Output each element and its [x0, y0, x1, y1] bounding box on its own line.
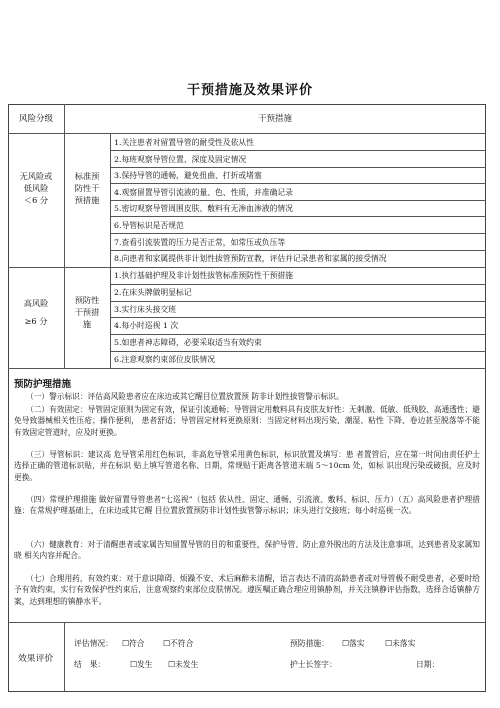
header-divider: [8, 133, 486, 134]
category-column-divider: [110, 134, 111, 368]
section-divider: [8, 267, 486, 268]
not-implemented-checkbox[interactable]: ☐未落实: [385, 639, 416, 648]
measure-item: 1.执行基础护理及非计划性拔管标准预防性干预措施: [114, 271, 293, 280]
implemented-checkbox[interactable]: ☐落实: [342, 639, 365, 648]
assessment-label: 评估情况：: [74, 639, 113, 648]
evaluation-label: 效果评价: [18, 654, 54, 664]
level-line: 高风险: [23, 298, 49, 308]
evaluation-label-divider: [64, 622, 65, 692]
category-line: 预措施: [74, 195, 100, 205]
row-separator: [110, 351, 486, 352]
row-separator: [110, 334, 486, 335]
date-label: 日期：: [416, 660, 440, 669]
level-line: ＜6 分: [23, 195, 49, 205]
row-separator: [110, 200, 486, 201]
row-separator: [110, 250, 486, 251]
row-separator: [110, 317, 486, 318]
prevention-paragraph: （六）健康教育：对于清醒患者或家属告知留置导管的目的和重要性，保护导管、防止意外脱出的方法及注意事项，达到患者及家属知晓 相关内容并配合。: [14, 540, 480, 561]
measure-item: 3.实行床头接交班: [114, 305, 177, 314]
page-title: 干预措施及效果评价: [186, 83, 313, 98]
measure-item: 8.向患者和家属提供非计划性拔管预防宣教，评估并记录患者和家属的接受情况: [114, 254, 387, 263]
prevention-paragraph: （二）有效固定：导管固定原则为固定有效，保证引流通畅；导管固定用敷料具有皮肤友好性：无刺激、低敏、低残胶、高通透性；避免导致器械相关性压疮；操作便利， 患者舒适；导管固定材料更换原则：当固定材料出现污染、潮湿、粘性 下降、卷边甚至脱落等不能有效固定管道时，应及时更换。: [14, 405, 480, 437]
level-line: 低风险: [23, 183, 49, 193]
category-line: 预防性: [74, 295, 100, 305]
prevention-paragraph: （三）导管标识：建议高 危导管采用红色标识，非高危导管采用黄色标识，标识放置及填写：患 者置管后，应在第一时间由责任护士选择正确的管道标识贴，并在标识 贴上填写管道名称、日期，常规贴于距离各管道末端 5～10cm 处，如标 识出现污染或破损，应及时更换。: [14, 450, 480, 482]
high-risk-level: [8, 297, 64, 327]
row-separator: [110, 284, 486, 285]
measure-item: 1.关注患者对留置导管的耐受性及依从性: [114, 138, 254, 147]
row-separator: [110, 216, 486, 217]
measure-item: 6.导管标识是否规范: [114, 221, 184, 230]
prevention-title: 预防护理措施: [14, 379, 72, 390]
no-risk-category: [64, 170, 110, 206]
measure-item: 2.每班观察导管位置、深度及固定情况: [114, 155, 247, 164]
head-nurse-signature-label: 护士长签字：: [290, 660, 337, 669]
level-line: ≥6 分: [24, 316, 48, 326]
high-risk-category: [64, 294, 110, 330]
measure-item: 4.观察留置导管引流液的量、色、性质，并准确记录: [114, 188, 293, 197]
row-separator: [110, 167, 486, 168]
category-line: 标准预: [74, 171, 100, 181]
measure-item: 5.如患者神志障碍，必要采取适当有效约束: [114, 338, 262, 347]
prevention-paragraph: （一）警示标识：评估高风险患者应在床边或其它醒目位置放置预 防非计划性拔管警示标识。: [26, 392, 344, 401]
table-divider: [8, 368, 486, 369]
row-separator: [110, 233, 486, 234]
category-line: 干预措: [74, 307, 100, 317]
category-line: 施: [82, 319, 92, 329]
measure-item: 2.在床头牌做明显标记: [114, 288, 192, 297]
result-label: 结 果：: [74, 660, 106, 669]
occurred-checkbox[interactable]: ☐发生: [130, 660, 153, 669]
measure-item: 6.注意观察约束部位皮肤情况: [114, 355, 216, 364]
measure-item: 3.保持导管的通畅，避免扭曲、打折或堵塞: [114, 171, 262, 180]
prevention-status-label: 预防措施：: [290, 639, 329, 648]
measure-item: 4.每小时巡视 1 次: [114, 321, 179, 330]
no-risk-level: [8, 170, 64, 206]
prevention-paragraph: （七）合理用药，有效约束：对于意识障碍、烦躁不安、术后麻醉未清醒，语言表达不清的高龄患者或对导管极不耐受患者，必要时给予有效约束，实行有效保护性约束后，注意观察约束部位皮肤情况。遵医嘱正确合理应用镇静剂，并关注镇静评估指数，选择合适镇静方案，达到理想的镇静水平。: [14, 574, 480, 606]
category-line: 防性干: [74, 183, 100, 193]
assessment-match-checkbox[interactable]: ☐符合: [122, 639, 145, 648]
level-line: 无风险或: [19, 171, 53, 181]
row-separator: [110, 150, 486, 151]
header-measures: 干预措施: [257, 114, 292, 124]
assessment-mismatch-checkbox[interactable]: ☐不符合: [163, 639, 194, 648]
header-risk-level: 风险分级: [18, 114, 53, 124]
evaluation-divider: [8, 622, 486, 623]
not-occurred-checkbox[interactable]: ☐未发生: [168, 660, 199, 669]
row-separator: [110, 183, 486, 184]
measure-item: 7.查看引流装置的压力是否正常，如常压或负压等: [114, 238, 286, 247]
prevention-paragraph: （四）常规护理措施 做好留置导管患者“七巡视”（包括 依从性、固定、通畅、引流液、敷料、标识、压力）（五）高风险患者护理措施：在常规护理基础上，在床边或其它醒 目位置放置预防非计划性拔管警示标识；床头进行交接班；每小时巡视一次。: [14, 495, 480, 516]
measure-item: 5.密切观察导管周围皮肤、敷料有无渗血渗液的情况: [114, 204, 293, 213]
row-separator: [110, 301, 486, 302]
